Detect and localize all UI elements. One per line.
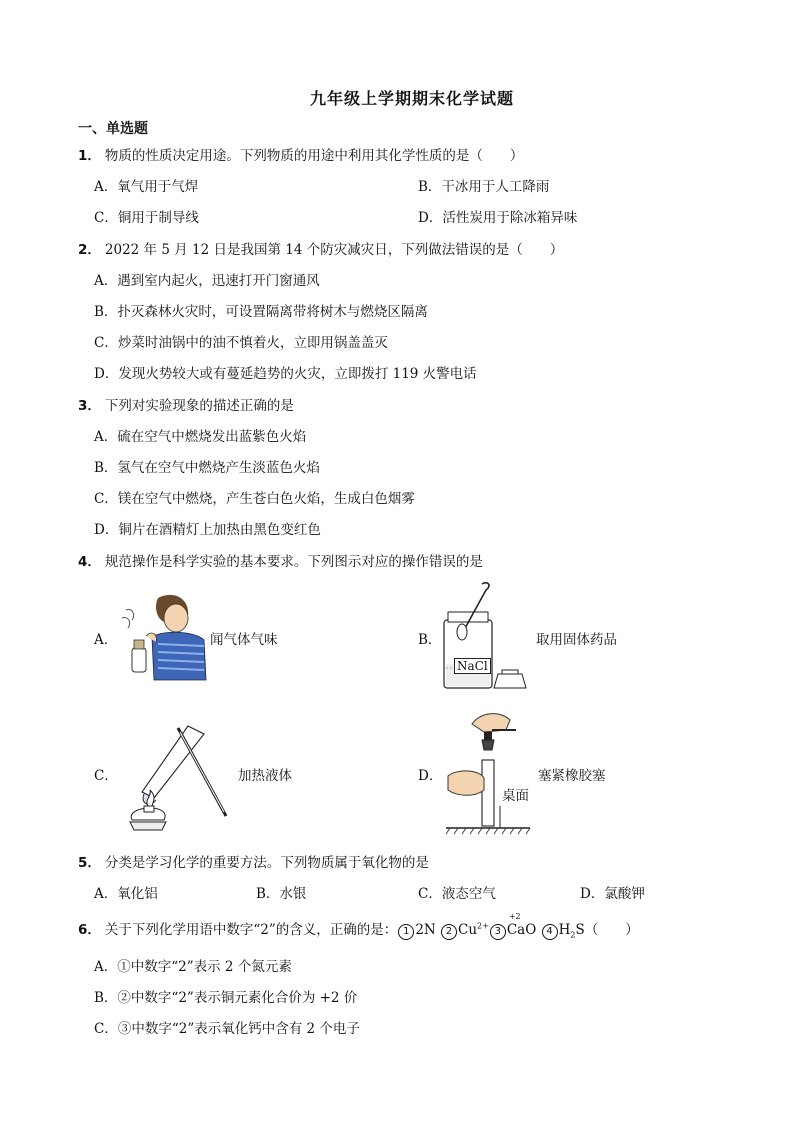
smell-gas-illustration: [118, 590, 208, 682]
q2-option-d: D．发现火势较大或有蔓延趋势的火灾，立即拨打 119 火警电话: [94, 366, 477, 382]
q6-option-c: C．③中数字“2”表示氧化钙中含有 2 个电子: [94, 1021, 360, 1037]
q2-option-b: B．扑灭森林火灾时，可设置隔离带将树木与燃烧区隔离: [94, 304, 428, 320]
question-number: 3．: [78, 398, 101, 414]
formula: Cu: [458, 922, 478, 938]
q4-option-d-caption: 塞紧橡胶塞: [538, 768, 606, 784]
q5-option-d: D．氯酸钾: [580, 886, 645, 902]
question-4: [78, 550, 483, 570]
question-text: 物质的性质决定用途。下列物质的用途中利用其化学性质的是（ ）: [104, 148, 524, 164]
table-surface-label: 桌面: [502, 788, 529, 804]
q4-option-c-caption: 加热液体: [238, 768, 292, 784]
circled-number: 4: [542, 924, 558, 940]
q1-option-a: A．氧气用于气焊: [94, 179, 199, 195]
circled-number: 3: [490, 924, 506, 940]
formula: CaO: [506, 922, 537, 938]
question-3: [78, 394, 294, 414]
stopper-insertion-illustration: [444, 706, 532, 836]
nacl-bottle-label: NaCl: [454, 658, 491, 674]
question-text: 关于下列化学用语中数字“2”的含义，正确的是：: [104, 922, 398, 938]
question-5: [78, 851, 429, 871]
question-6: [78, 912, 639, 940]
subscript: 2: [570, 930, 576, 940]
q5-option-c: C．液态空气: [418, 886, 496, 902]
formula: H: [558, 922, 571, 938]
q5-option-a: A．氧化铝: [94, 886, 158, 902]
page-title: 九年级上学期期末化学试题: [309, 89, 514, 108]
question-text: 2022 年 5 月 12 日是我国第 14 个防灾减灾日，下列做法错误的是（ ）: [104, 242, 564, 258]
q3-option-c: C．镁在空气中燃烧，产生苍白色火焰，生成白色烟雾: [94, 491, 415, 507]
heating-liquid-illustration: [118, 720, 230, 832]
circled-number: 2: [441, 924, 457, 940]
q4-option-d-letter: D．: [418, 768, 443, 784]
formula: S: [575, 922, 585, 938]
q4-option-a-letter: A．: [94, 632, 118, 648]
q4-option-b-caption: 取用固体药品: [536, 632, 617, 648]
q6-option-a: A．①中数字“2”表示 2 个氮元素: [94, 959, 292, 975]
q3-option-d: D．铜片在酒精灯上加热由黑色变红色: [94, 522, 321, 538]
valence-superscript: +2: [508, 912, 521, 921]
answer-blank: （ ）: [584, 922, 639, 938]
question-2: [78, 238, 563, 258]
q1-option-c: C．铜用于制导线: [94, 210, 199, 226]
q4-option-b-letter: B．: [418, 632, 442, 648]
formula: 2N: [415, 922, 436, 938]
q4-option-a-caption: 闻气体气味: [210, 632, 278, 648]
section-heading: 一、单选题: [78, 121, 148, 137]
q3-option-b: B．氢气在空气中燃烧产生淡蓝色火焰: [94, 460, 320, 476]
q1-option-d: D．活性炭用于除冰箱异味: [418, 210, 578, 226]
question-number: 1．: [78, 148, 101, 164]
question-1: [78, 144, 523, 164]
question-text: 规范操作是科学实验的基本要求。下列图示对应的操作错误的是: [104, 554, 483, 570]
q6-option-b: B．②中数字“2”表示铜元素化合价为 +2 价: [94, 990, 358, 1006]
question-number: 6．: [78, 922, 101, 938]
circled-number: 1: [398, 924, 414, 940]
q2-option-a: A．遇到室内起火，迅速打开门窗通风: [94, 273, 320, 289]
q5-option-b: B．水银: [256, 886, 307, 902]
question-number: 4．: [78, 554, 101, 570]
q4-option-c-letter: C．: [94, 768, 118, 784]
question-number: 2．: [78, 242, 101, 258]
question-number: 5．: [78, 855, 101, 871]
q1-option-b: B．干冰用于人工降雨: [418, 179, 550, 195]
q3-option-a: A．硫在空气中燃烧发出蓝紫色火焰: [94, 429, 307, 445]
charge-superscript: 2+: [477, 921, 489, 931]
question-text: 下列对实验现象的描述正确的是: [104, 398, 294, 414]
q2-option-c: C．炒菜时油锅中的油不慎着火，立即用锅盖盖灭: [94, 335, 388, 351]
question-text: 分类是学习化学的重要方法。下列物质属于氧化物的是: [104, 855, 429, 871]
